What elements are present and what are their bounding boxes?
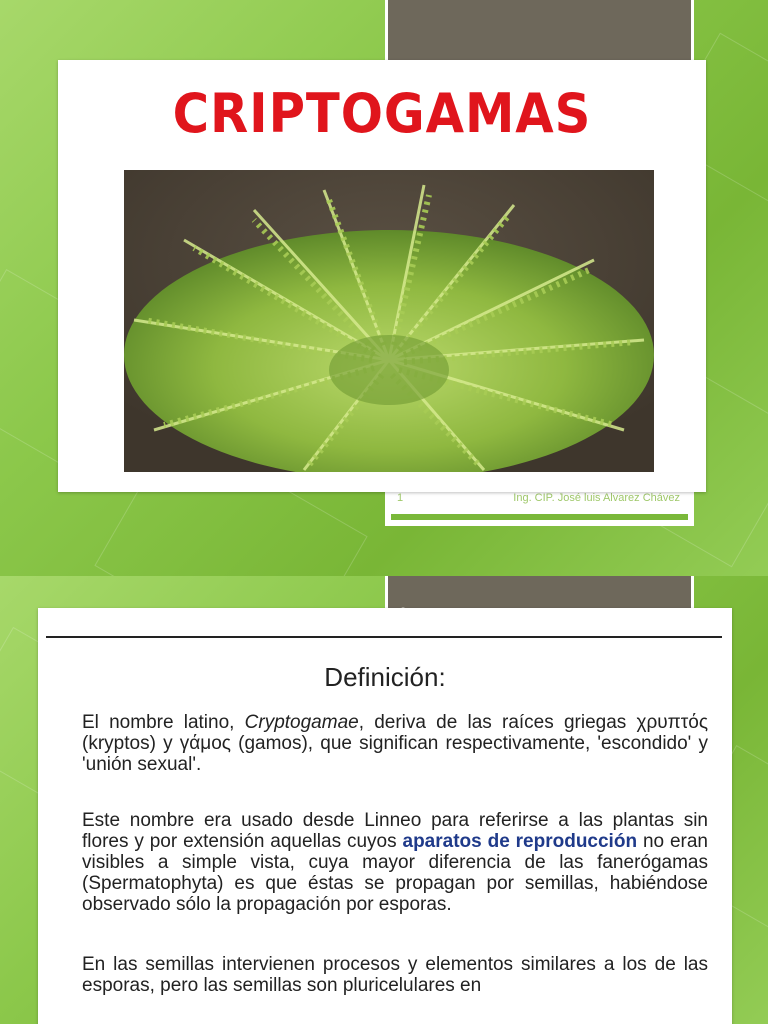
header-bar bbox=[385, 0, 694, 60]
definition-paragraph-2 bbox=[82, 810, 708, 915]
definition-card bbox=[38, 608, 732, 1024]
highlighted-term: aparatos de reproducción bbox=[402, 831, 638, 852]
text-segment: Este nombre era usado desde Linneo para referirse a las plantas sin flores y por extensión aquellas cuyos bbox=[82, 810, 708, 852]
latin-term: Cryptogamae bbox=[244, 712, 359, 733]
definition-heading: Definición: bbox=[324, 662, 446, 692]
fern-photo bbox=[124, 170, 654, 472]
definition-paragraph-1 bbox=[82, 712, 708, 775]
author-credit: Ing. CIP. José luis Alvarez Chávez bbox=[513, 492, 680, 504]
divider bbox=[46, 636, 722, 638]
text-segment: , deriva de las raíces griegas χρυπτός (kryptos) y γάμος (gamos), que significan respectivamente, 'escondido' y 'unión sexual'. bbox=[82, 712, 708, 775]
text-segment: no eran visibles a simple vista, cuya mayor diferencia de las fanerógamas (Spermatophyta) es que éstas se propagan por semillas, habiéndose observado sólo la propagación por esporas. bbox=[82, 831, 708, 915]
slide-2 bbox=[0, 576, 768, 1024]
footer-line bbox=[391, 514, 688, 520]
definition-paragraph-3: En las semillas intervienen procesos y elementos similares a los de las esporas, pero las semillas son pluricelulares en bbox=[82, 954, 708, 996]
slide-title: CRIPTOGAMAS bbox=[172, 82, 592, 145]
title-card bbox=[58, 60, 706, 492]
page-number: 1 bbox=[397, 492, 404, 504]
fern-image-icon bbox=[124, 170, 654, 472]
text-segment: El nombre latino, bbox=[82, 712, 245, 733]
